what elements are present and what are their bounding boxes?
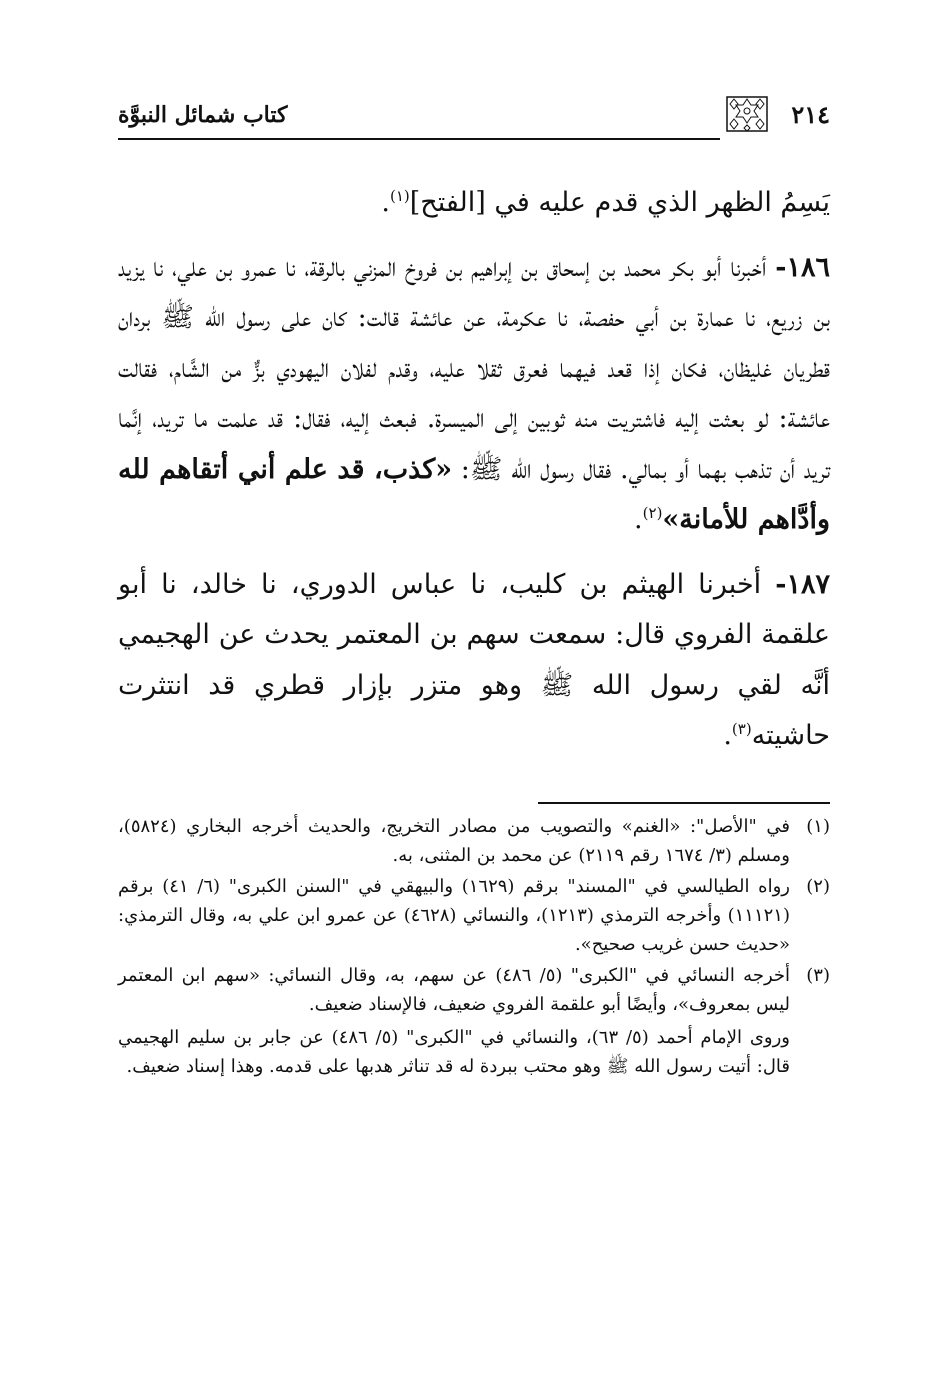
footnote-3 xyxy=(118,961,830,1019)
footnote-ref-1: (١) xyxy=(389,187,410,205)
main-text xyxy=(118,178,830,762)
continuation-text: يَسِمُ الظهر الذي قدم عليه في [الفتح] xyxy=(409,187,830,218)
page-header xyxy=(118,90,830,142)
book-title: كتاب شمائل النبوَّة xyxy=(118,102,288,128)
footnote-2 xyxy=(118,872,830,959)
hadith-186-end: . xyxy=(634,504,643,535)
footnote-3-continued: وروى الإمام أحمد (٥/ ٦٣)، والنسائي في "الكبرى" (٥/ ٤٨٦) عن جابر بن سليم الهجيمي قال: أتيت رسول الله ﷺ وهو محتب ببردة له قد تناثر هدبها على قدمه. وهذا إسناد ضعيف. xyxy=(118,1026,790,1077)
hadith-186-text: أخبرنا أبو بكر محمد بن إسحاق بن إبراهيم بن فروخ المزني بالرقة، نا عمرو بن علي، نا يزيد بن زريع، نا عمارة بن أبي حفصة، نا عكرمة، عن عائشة قالت: كان على رسول الله ﷺ بردان قطريان غليظان، فكان إذا قعد فيهما فعرق ثقلا عليه، وقدم لفلان اليهودي بزٌّ من الشَّام، فقالت عائشة: لو بعثت إليه فاشتريت منه ثوبين إلى الميسرة. فبعث إليه، فقال: قد علمت ما تريد، إنَّما تريد أن تذهب بهما أو بمالي. فقال رسول الله ﷺ: xyxy=(118,251,830,485)
footnote-text: في "الأصل": «الغنم» والتصويب من مصادر التخريج، والحديث أخرجه البخاري (٥٨٢٤)، ومسلم (٣/ ١٦٧٤ رقم ٢١١٩) عن محمد بن المثنى، به. xyxy=(118,815,790,866)
hadith-187-text: أخبرنا الهيثم بن كليب، نا عباس الدوري، نا خالد، نا أبو علقمة الفروي قال: سمعت سهم بن المعتمر يحدث عن الهجيمي أنَّه لقي رسول الله ﷺ وهو متزر بإزار قطري قد انتثرت حاشيته xyxy=(118,568,830,751)
hadith-186-quote: «كذب، قد علم أني أتقاهم لله وأدَّاهم للأمانة» xyxy=(118,453,830,535)
hadith-186-number: ١٨٦- xyxy=(775,251,830,283)
footnote-number: (٣) xyxy=(806,964,830,986)
footnote-number: (١) xyxy=(806,815,830,837)
footnote-ref-2: (٢) xyxy=(642,504,663,522)
footnote-divider xyxy=(118,802,830,812)
footnote-text: رواه الطيالسي في "المسند" برقم (١٦٢٩) والبيهقي في "السنن الكبرى" (٦/ ٤١) برقم (١١١٢١) وأخرجه الترمذي (١٢١٣)، والنسائي (٤٦٢٨) عن عمرو ابن علي به، وقال الترمذي: «حديث حسن غريب صحيح». xyxy=(118,875,790,955)
continuation-end: . xyxy=(381,187,390,218)
header-divider xyxy=(118,138,720,140)
hadith-186-paragraph xyxy=(118,243,830,546)
footnotes-section xyxy=(118,812,830,1081)
page-number: ٢١٤ xyxy=(791,100,830,129)
footnote-number: (٢) xyxy=(806,875,830,897)
book-page xyxy=(118,90,830,1081)
footnote-1 xyxy=(118,812,830,870)
star-lattice-ornament-icon xyxy=(726,96,768,132)
hadith-187-end: . xyxy=(723,720,732,751)
continuation-paragraph xyxy=(118,178,830,229)
hadith-187-number: ١٨٧- xyxy=(775,568,830,600)
footnote-text: أخرجه النسائي في "الكبرى" (٥/ ٤٨٦) عن سهم، به، وقال النسائي: «سهم ابن المعتمر ليس بمعروف»، وأيضًا أبو علقمة الفروي ضعيف، فالإسناد ضعيف. xyxy=(118,964,791,1015)
footnote-ref-3: (٣) xyxy=(731,720,752,738)
hadith-187-paragraph xyxy=(118,560,830,762)
